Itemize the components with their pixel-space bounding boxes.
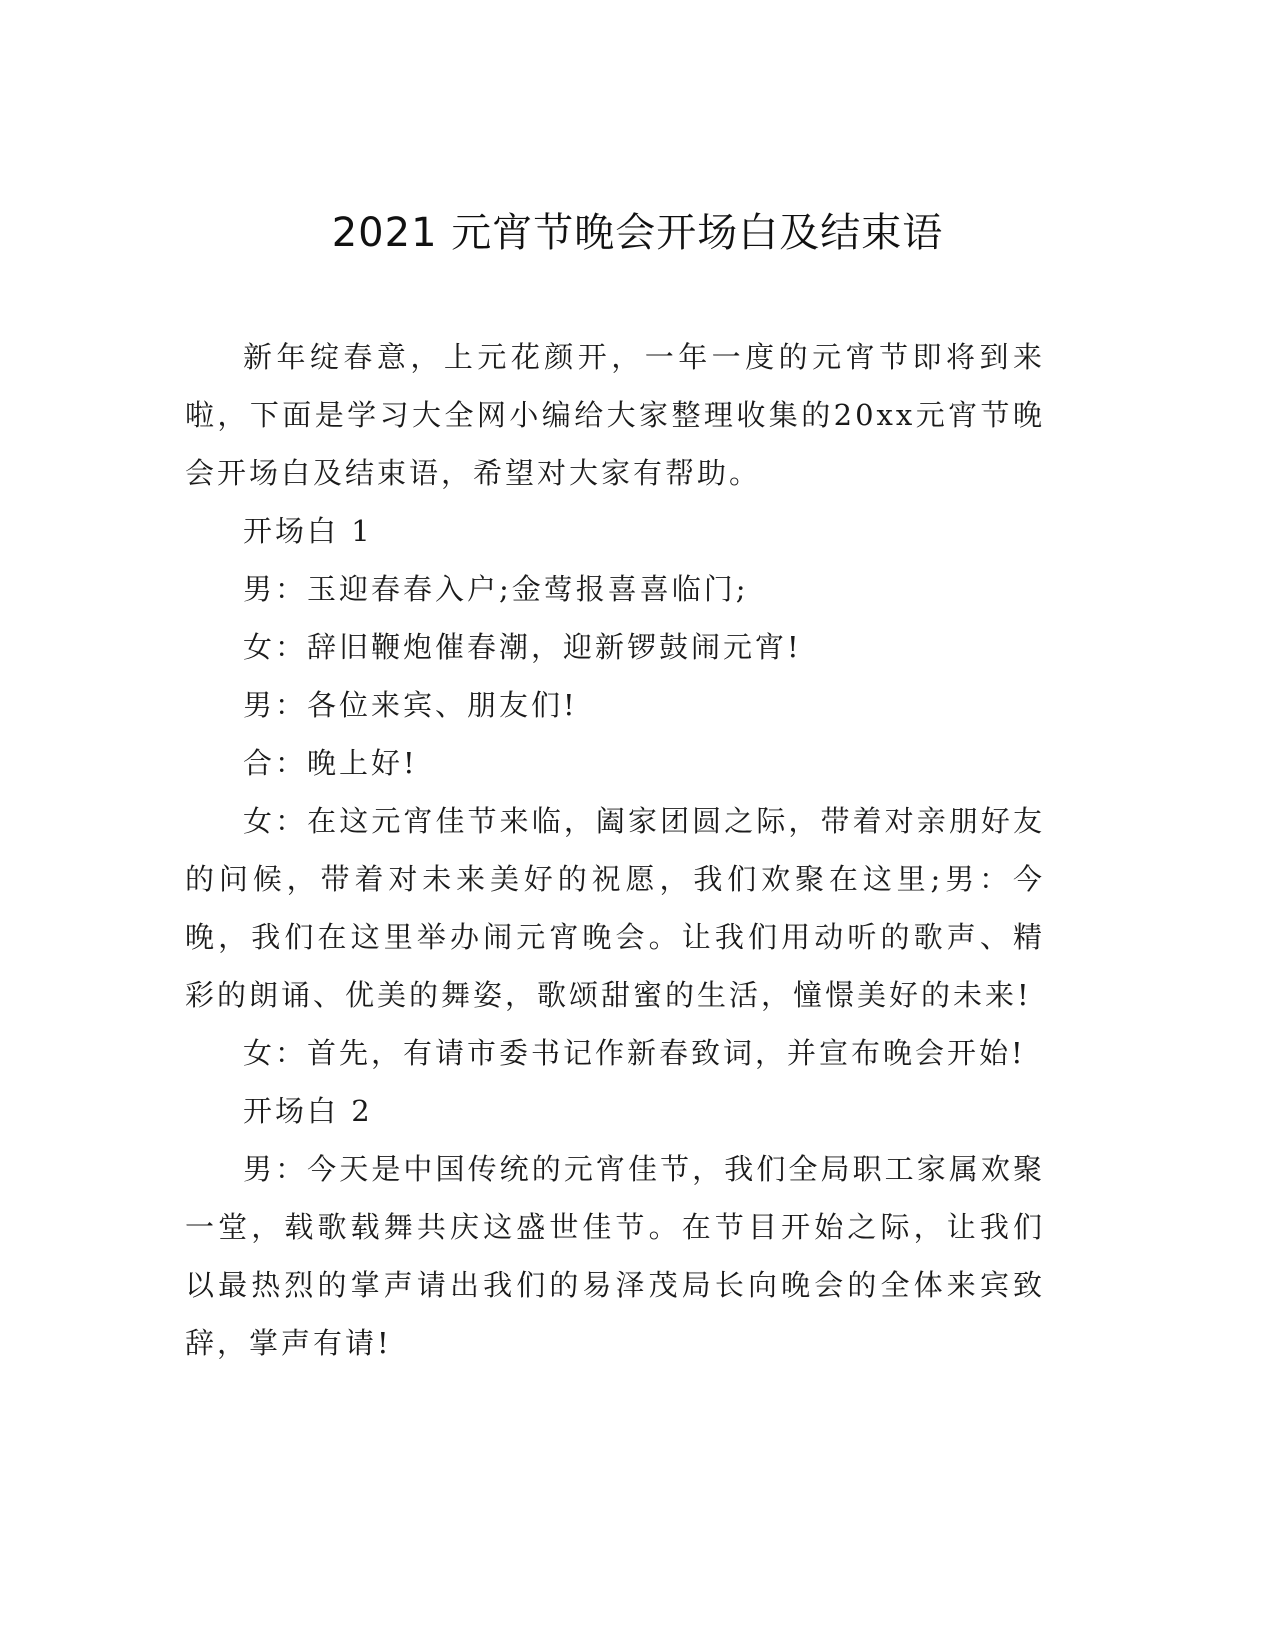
intro-paragraph: 新年绽春意，上元花颜开，一年一度的元宵节即将到来啦，下面是学习大全网小编给大家整理收集的20xx元宵节晚会开场白及结束语，希望对大家有帮助。 <box>185 340 1045 490</box>
dialogue-line: 女：首先，有请市委书记作新春致词，并宣布晚会开始! <box>243 1036 1026 1070</box>
dialogue-line: 男：玉迎春春入户;金莺报喜喜临门; <box>243 572 749 606</box>
dialogue-line: 合：晚上好! <box>243 746 418 780</box>
dialogue-line: 女：辞旧鞭炮催春潮，迎新锣鼓闹元宵! <box>243 630 802 664</box>
section-heading-opening-2: 开场白 2 <box>243 1094 373 1128</box>
document-body <box>185 328 1045 1372</box>
section-heading-opening-1: 开场白 1 <box>243 514 373 548</box>
dialogue-line: 女：在这元宵佳节来临，阖家团圆之际，带着对亲朋好友的问候，带着对未来美好的祝愿，我们欢聚在这里;男：今晚，我们在这里举办闹元宵晚会。让我们用动听的歌声、精彩的朗诵、优美的舞姿，歌颂甜蜜的生活，憧憬美好的未来! <box>185 804 1045 1012</box>
dialogue-line: 男：各位来宾、朋友们! <box>243 688 578 722</box>
dialogue-line: 男：今天是中国传统的元宵佳节，我们全局职工家属欢聚一堂，载歌载舞共庆这盛世佳节。在节目开始之际，让我们以最热烈的掌声请出我们的易泽茂局长向晚会的全体来宾致辞，掌声有请! <box>185 1152 1045 1360</box>
document-title: 2021 元宵节晚会开场白及结束语 <box>331 210 944 256</box>
